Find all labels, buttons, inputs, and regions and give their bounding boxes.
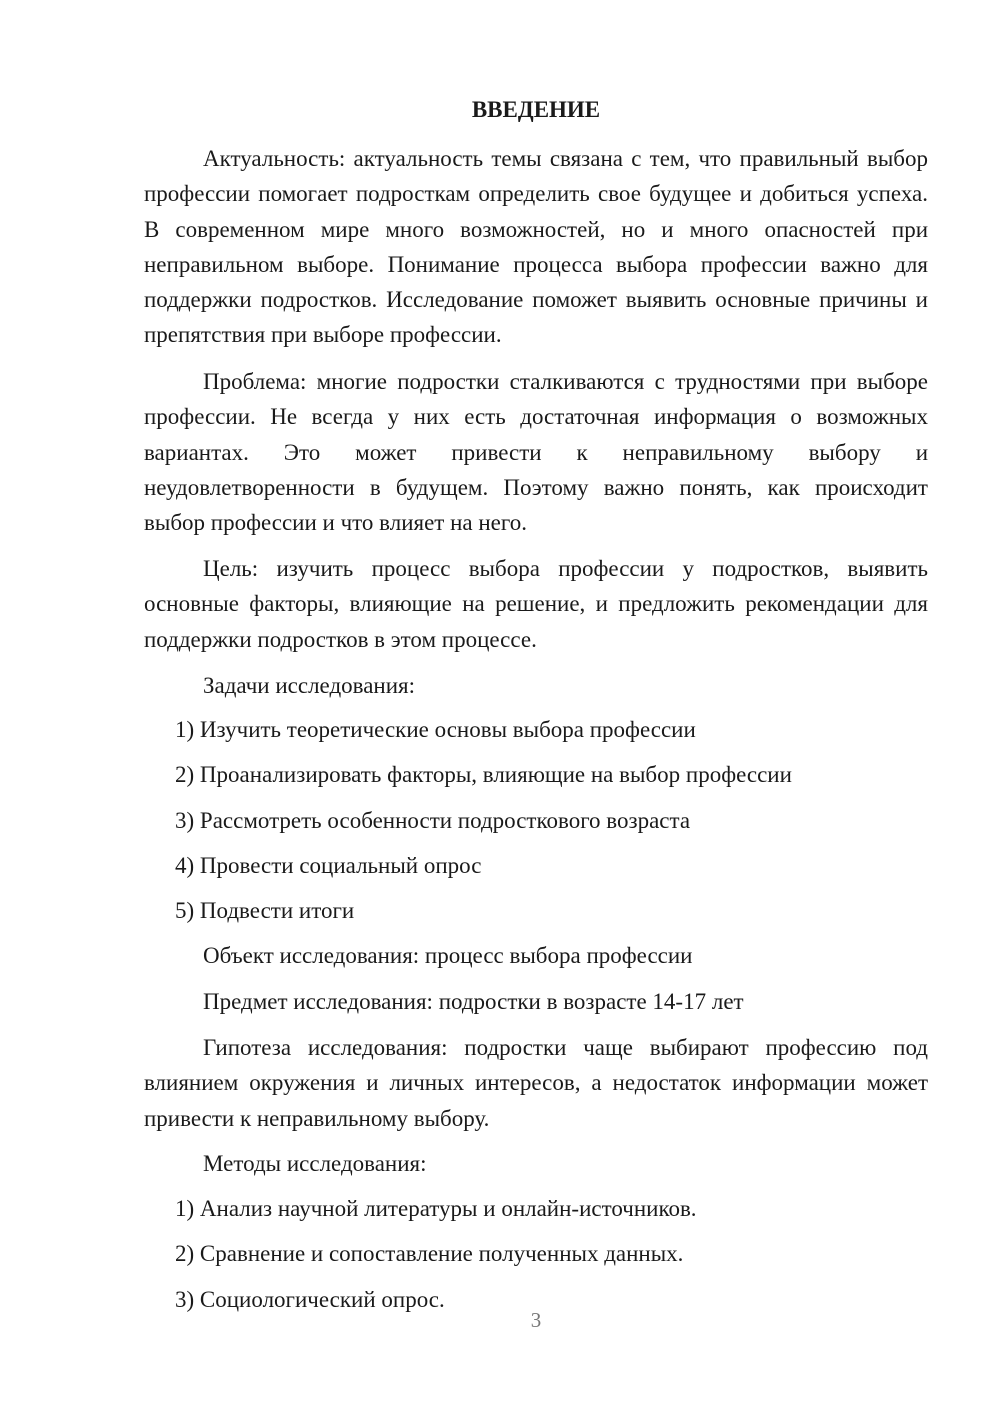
tasks-heading: Задачи исследования: — [203, 673, 416, 698]
problem-paragraph: Проблема: многие подростки сталкиваются с трудностями при выборе профессии. Не всегда у них есть достаточная информация о возможных вариантах. Это может привести к неправильному выбору и неудовлетворенности в будущем. Поэтому важно понять, как происходит выбор профессии и что влияет на него. — [144, 369, 928, 536]
research-object: Объект исследования: процесс выбора профессии — [203, 943, 693, 968]
task-item: 1) Изучить теоретические основы выбора профессии — [175, 717, 696, 742]
method-item: 2) Сравнение и сопоставление полученных данных. — [175, 1241, 684, 1266]
method-item: 1) Анализ научной литературы и онлайн-источников. — [175, 1196, 697, 1221]
relevance-paragraph: Актуальность: актуальность темы связана с тем, что правильный выбор профессии помогает подросткам определить свое будущее и добиться успеха. В современном мире много возможностей, но и много опасностей при неправильном выборе. Понимание процесса выбора профессии важно для поддержки подростков. Исследование поможет выявить основные причины и препятствия при выборе профессии. — [144, 146, 928, 348]
task-item: 2) Проанализировать факторы, влияющие на выбор профессии — [175, 762, 792, 787]
methods-heading: Методы исследования: — [203, 1151, 427, 1176]
page-number: 3 — [530, 1308, 542, 1332]
method-item: 3) Социологический опрос. — [175, 1287, 445, 1312]
task-item: 5) Подвести итоги — [175, 898, 355, 923]
hypothesis-paragraph: Гипотеза исследования: подростки чаще выбирают профессию под влиянием окружения и личных интересов, а недостаток информации может привести к неправильному выбору. — [144, 1035, 928, 1131]
page-title: ВВЕДЕНИЕ — [471, 97, 601, 122]
task-item: 3) Рассмотреть особенности подросткового возраста — [175, 808, 691, 833]
goal-paragraph: Цель: изучить процесс выбора профессии у подростков, выявить основные факторы, влияющие на решение, и предложить рекомендации для поддержки подростков в этом процессе. — [144, 556, 928, 652]
task-item: 4) Провести социальный опрос — [175, 853, 482, 878]
research-subject: Предмет исследования: подростки в возрасте 14-17 лет — [203, 989, 744, 1014]
